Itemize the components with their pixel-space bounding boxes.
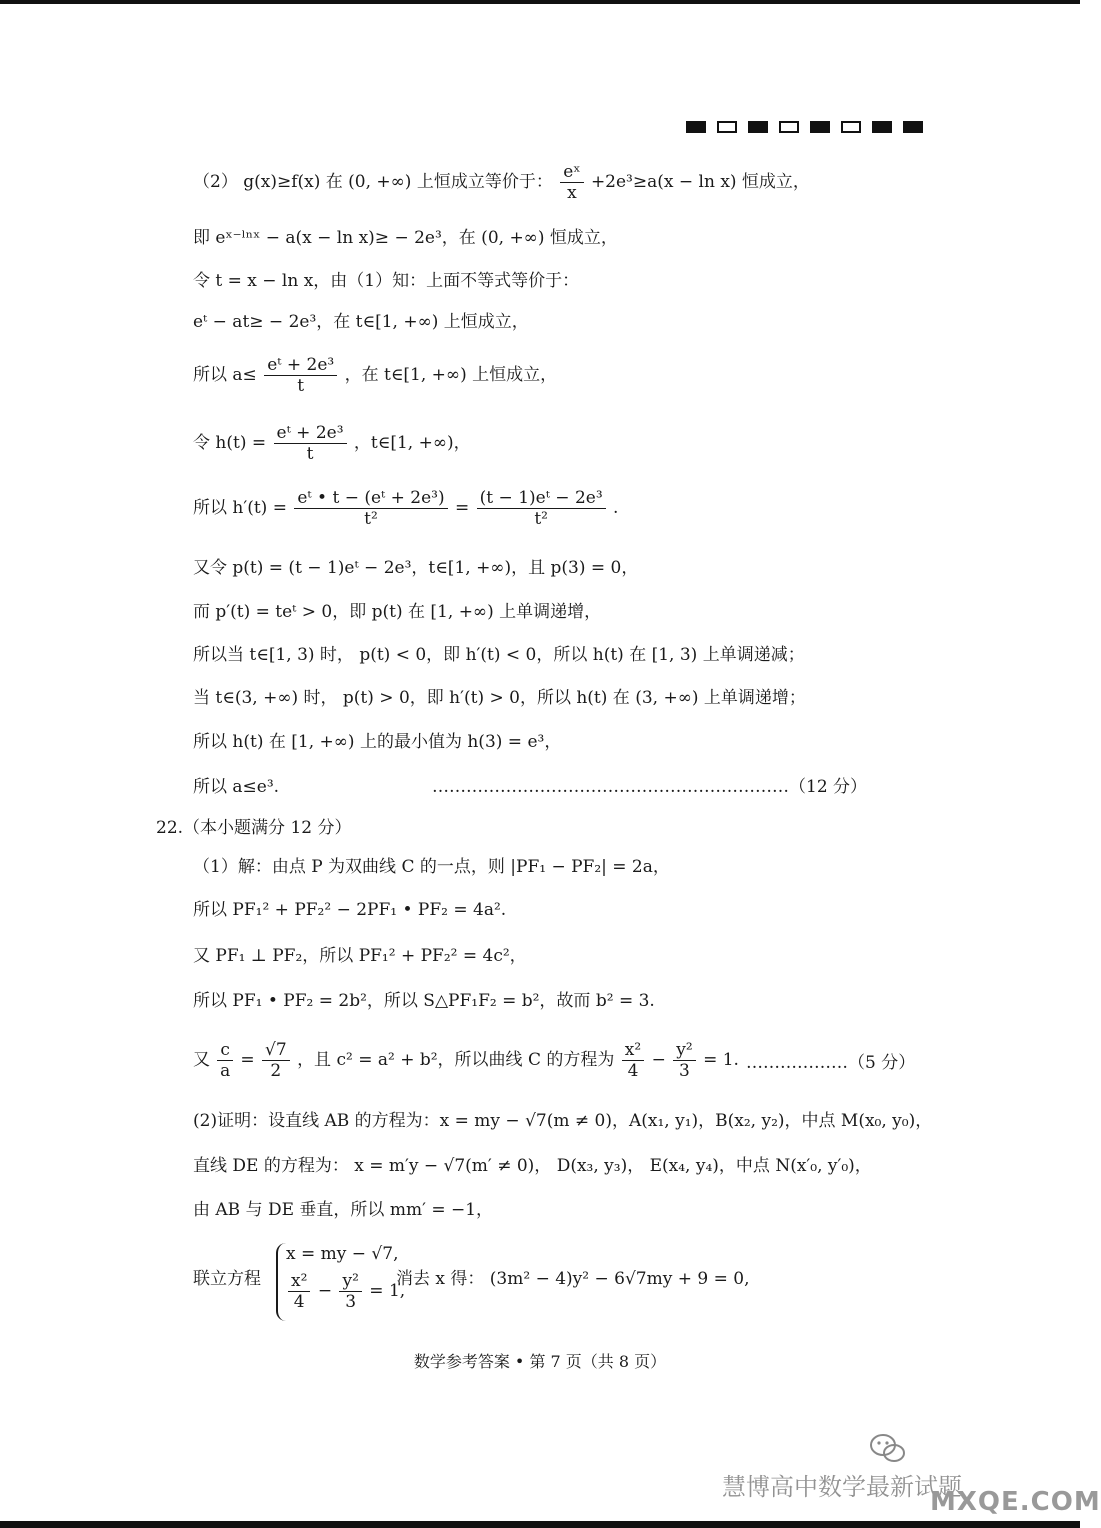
solution-line: [193, 488, 618, 529]
fraction: [477, 488, 606, 529]
text: ，在 t∈[1, +∞) 上恒成立，: [344, 365, 558, 385]
denominator: t²: [534, 509, 548, 529]
numerator: eᵗ + 2e³: [264, 355, 337, 376]
header-mark-filled: [872, 121, 892, 133]
header-mark-empty: [779, 121, 799, 133]
solution-line: 又 PF₁ ⊥ PF₂，所以 PF₁² + PF₂² = 4c²，: [193, 946, 527, 966]
header-mark-filled: [810, 121, 830, 133]
solution-line: [193, 1040, 739, 1081]
top-border: [0, 0, 1080, 4]
solution-line: 所以 PF₁² + PF₂² − 2PF₁ • PF₂ = 4a².: [193, 900, 507, 920]
denominator: 4: [627, 1061, 639, 1081]
denominator: t²: [364, 509, 378, 529]
text: = 1,: [369, 1281, 406, 1301]
header-mark-empty: [717, 121, 737, 133]
solution-line: 即 eˣ⁻ˡⁿˣ − a(x − ln x)≥ − 2e³，在 (0, +∞) 恒成立，: [193, 228, 618, 248]
wechat-icon: [868, 1428, 908, 1468]
header-mark-filled: [686, 121, 706, 133]
fraction: [673, 1040, 695, 1081]
header-mark-filled: [903, 121, 923, 133]
text: +2e³≥a(x − ln x) 恒成立，: [590, 172, 810, 192]
system-equation-2: [286, 1271, 405, 1312]
denominator: a: [220, 1061, 231, 1081]
fraction: [560, 162, 583, 203]
text: .: [613, 498, 619, 518]
fraction: [294, 488, 447, 529]
watermark-url: MXQE.COM: [930, 1487, 1101, 1517]
solution-line: (2)证明：设直线 AB 的方程为：x = my − √7(m ≠ 0)，A(x₁, y₁)，B(x₂, y₂)，中点 M(x₀, y₀)，: [193, 1111, 933, 1131]
fraction: [274, 423, 347, 464]
numerator: y²: [673, 1040, 695, 1061]
text: 所以 a≤: [193, 365, 257, 385]
solution-line: 令 t = x − ln x，由（1）知：上面不等式等价于：: [193, 271, 580, 291]
numerator: x²: [622, 1040, 644, 1061]
text: 令 h(t) =: [193, 433, 267, 453]
solution-line: （1）解：由点 P 为双曲线 C 的一点，则 |PF₁ − PF₂| = 2a，: [193, 857, 670, 877]
numerator: eᵗ + 2e³: [274, 423, 347, 444]
solution-line: [193, 355, 557, 396]
fraction: [622, 1040, 644, 1081]
solution-line: 又令 p(t) = (t − 1)eᵗ − 2e³，t∈[1, +∞)，且 p(3) = 0，: [193, 558, 639, 578]
solution-line: [193, 162, 810, 203]
text: −: [651, 1050, 666, 1070]
solution-line: 所以当 t∈[1, 3) 时， p(t) < 0，即 h′(t) < 0，所以 h(t) 在 [1, 3) 上单调递减；: [193, 645, 805, 665]
system-equation-1: x = my − √7,: [286, 1244, 399, 1264]
text: ，t∈[1, +∞)，: [353, 433, 471, 453]
solution-line: 由 AB 与 DE 垂直，所以 mm′ = −1，: [193, 1200, 494, 1220]
denominator: 2: [270, 1061, 282, 1081]
text: 所以 h′(t) =: [193, 498, 287, 518]
denominator: t: [306, 444, 314, 464]
header-mark-filled: [748, 121, 768, 133]
numerator: y²: [339, 1271, 361, 1292]
text: ，且 c² = a² + b²，所以曲线 C 的方程为: [297, 1050, 615, 1070]
denominator: 3: [679, 1061, 690, 1081]
solution-line: 所以 PF₁ • PF₂ = 2b²，所以 S△PF₁F₂ = b²，故而 b² = 3.: [193, 991, 655, 1011]
solution-line: 所以 a≤e³.: [193, 777, 280, 797]
question-heading: 22.（本小题满分 12 分）: [156, 818, 352, 838]
score-dots: ………………（5 分）: [746, 1053, 916, 1073]
text: −: [317, 1281, 333, 1301]
watermark-text: 慧博高中数学最新试题: [722, 1473, 962, 1501]
solution-line: 所以 h(t) 在 [1, +∞) 上的最小值为 h(3) = e³，: [193, 732, 562, 752]
numerator: eˣ: [560, 162, 583, 183]
header-marks: [686, 121, 923, 133]
solution-line: eᵗ − at≥ − 2e³，在 t∈[1, +∞) 上恒成立，: [193, 312, 529, 332]
bottom-border: [0, 1521, 1080, 1528]
denominator: 3: [345, 1292, 357, 1312]
text: 又: [193, 1050, 210, 1070]
solution-line: [193, 423, 471, 464]
fraction: [217, 1040, 233, 1081]
system-label: 联立方程: [193, 1269, 261, 1289]
fraction: [262, 1040, 290, 1081]
fraction: [288, 1271, 310, 1312]
text: =: [455, 498, 470, 518]
text: =: [240, 1050, 255, 1070]
header-mark-empty: [841, 121, 861, 133]
solution-line: 消去 x 得： (3m² − 4)y² − 6√7my + 9 = 0,: [396, 1269, 750, 1289]
page-footer: 数学参考答案 • 第 7 页（共 8 页）: [413, 1352, 667, 1371]
numerator: c: [217, 1040, 233, 1061]
numerator: (t − 1)eᵗ − 2e³: [477, 488, 606, 509]
solution-line: 直线 DE 的方程为： x = m′y − √7(m′ ≠ 0)， D(x₃, y₃)， E(x₄, y₄)，中点 N(x′₀, y′₀)，: [193, 1156, 872, 1176]
denominator: t: [297, 376, 305, 396]
numerator: √7: [262, 1040, 290, 1061]
denominator: 4: [293, 1292, 305, 1312]
solution-line: 当 t∈(3, +∞) 时， p(t) > 0，即 h′(t) > 0，所以 h(t) 在 (3, +∞) 上单调递增；: [193, 688, 806, 708]
text: （2） g(x)≥f(x) 在 (0, +∞) 上恒成立等价于：: [193, 172, 553, 192]
text: = 1.: [703, 1050, 739, 1070]
score-dots: ………………………………………………………（12 分）: [432, 777, 868, 797]
solution-line: 而 p′(t) = teᵗ > 0，即 p(t) 在 [1, +∞) 上单调递增，: [193, 602, 602, 622]
numerator: eᵗ • t − (eᵗ + 2e³): [294, 488, 447, 509]
numerator: x²: [288, 1271, 310, 1292]
fraction: [339, 1271, 361, 1312]
denominator: x: [567, 183, 577, 203]
fraction: [264, 355, 337, 396]
